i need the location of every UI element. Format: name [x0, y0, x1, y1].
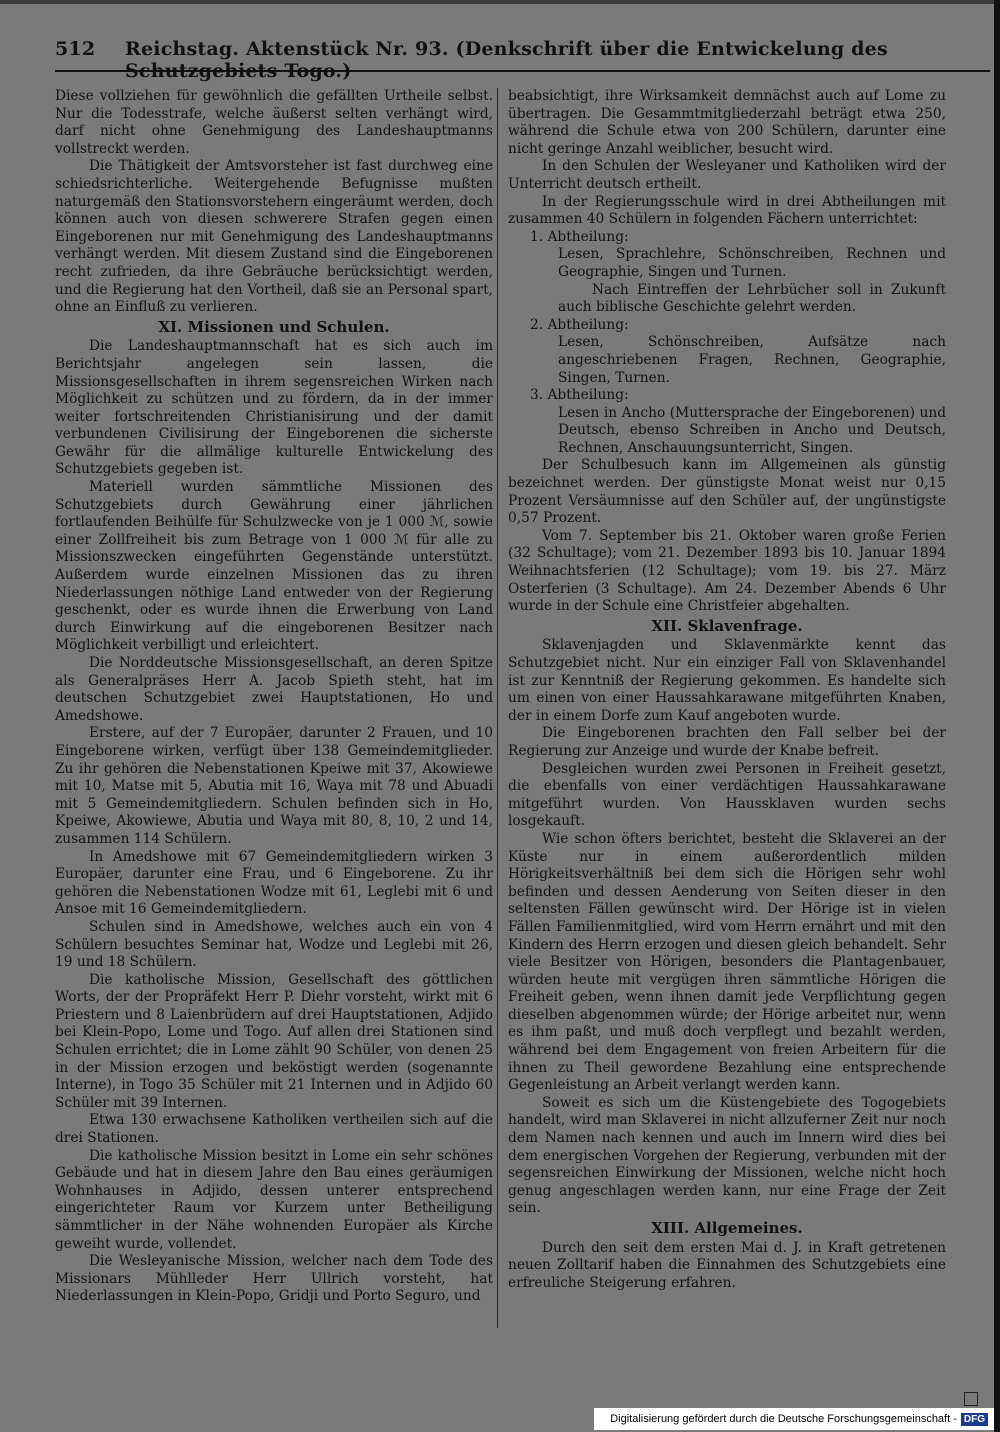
paragraph: Die katholische Mission besitzt in Lome ein sehr schönes Gebäude und hat in diesem Jahre den Bau eines geräumigen Wohnhauses in Adjido, dessen unterer entsprechend eingerichteter Raum vor Kurzem unter Betheiligung sämmtlicher in der Nähe wohnenden Europäer als Kirche geweiht wurde, vollendet. [55, 1147, 493, 1252]
paragraph: Schulen sind in Amedshowe, welches auch ein von 4 Schülern besuchtes Seminar hat, Wodze und Leglebi mit 26, 19 und 18 Schülern. [55, 918, 493, 971]
paragraph: Materiell wurden sämmtliche Missionen des Schutzgebiets durch Gewährung einer jährlichen fortlaufenden Beihülfe für Schulzwecke von je 1 000 ℳ, sowie einer Zollfreiheit bis zum Betrage von 1 000 ℳ für alle zu Missionszwecken eingeführten Gegenstände unterstützt. Außerdem wurde einzelnen Missionen das zu ihren Niederlassungen nöthige Land entweder von der Regierung geschenkt, oder es wurde ihnen die Erwerbung von Land durch Einwirkung auf die eingeborenen Besitzer nach Möglichkeit verbilligt und erleichtert. [55, 479, 493, 654]
page-header [55, 38, 990, 82]
scan-mark-icon [964, 1392, 978, 1406]
paragraph: Die Landeshauptmannschaft hat es sich auch im Berichtsjahr angelegen sein lassen, die Missionsgesellschaften in ihrem segensreichen Wirken nach Möglichkeit zu schützen und zu fördern, da in der immer weiter fortschreitenden Christianisirung und der damit verbundenen Civilisirung der Eingeborenen die sicherste Gewähr für die allmälige kulturelle Entwickelung des Schutzgebiets gegeben ist. [55, 338, 493, 478]
paragraph: Vom 7. September bis 21. Oktober waren große Ferien (32 Schultage); vom 21. Dezember 1893 bis 10. Januar 1894 Weihnachtsferien (12 Schultage); vom 19. bis 27. März Osterferien (3 Schultage). Am 24. Dezember Abends 6 Uhr wurde in der Schule eine Christfeier abgehalten. [508, 527, 946, 615]
list-item-body: Lesen, Sprachlehre, Schönschreiben, Rechnen und Geographie, Singen und Turnen. [558, 246, 946, 280]
list-item-note: Nach Eintreffen der Lehrbücher soll in Zukunft auch biblische Geschichte gelehrt werden. [558, 281, 946, 316]
paragraph: Sklavenjagden und Sklavenmärkte kennt das Schutzgebiet nicht. Nur ein einziger Fall von Sklavenhandel ist zur Kenntniß der Regierung gekommen. Es handelte sich um einen von einer Haussahkarawane mitgeführten Knaben, der in einem Dorfe zum Kauf angeboten wurde. [508, 637, 946, 724]
paragraph: beabsichtigt, ihre Wirksamkeit demnächst auch auf Lome zu übertragen. Die Gesammtmitgliederzahl beträgt etwa 250, während die Schule etwa von 200 Schülern, darunter eine nicht geringe Anzahl weiblicher, besucht wird. [508, 88, 946, 157]
paragraph: Durch den seit dem ersten Mai d. J. in Kraft getretenen neuen Zolltarif haben die Einnahmen des Schutzgebiets eine erfreuliche Steigerung erfahren. [508, 1239, 946, 1291]
list-item-body: Lesen in Ancho (Muttersprache der Eingeborenen) und Deutsch, ebenso Schreiben in Ancho und Deutsch, Rechnen, Anschauungsunterricht, Singen. [558, 404, 946, 456]
paragraph: In Amedshowe mit 67 Gemeindemitgliedern wirken 3 Europäer, darunter eine Frau, und 6 Eingeborene. Zu ihr gehören die Nebenstationen Wodze mit 61, Leglebi mit 6 und Ansoe mit 16 Gemeindemitgliedern. [55, 848, 493, 918]
section-heading: XII. Sklavenfrage. [651, 616, 803, 635]
paragraph: Diese vollziehen für gewöhnlich die gefällten Urtheile selbst. Nur die Todesstrafe, welche äußerst selten verhängt wird, darf nicht ohne Genehmigung des Landeshauptmanns vollstreckt werden. [55, 88, 493, 157]
paragraph: In der Regierungsschule wird in drei Abtheilungen mit zusammen 40 Schülern in folgenden Fächern unterrichtet: [508, 193, 946, 228]
paragraph: Die Thätigkeit der Amtsvorsteher ist fast durchweg eine schiedsrichterliche. Weitergehende Befugnisse mußten naturgemäß den Stationsvorstehern eingeräumt werden, doch können auch von diesen schwerere Strafen gegen einen Eingeborenen nur mit Genehmigung des Landeshauptmanns verhängt werden. Mit diesem Zustand sind die Eingeborenen recht zufrieden, da ihre Gebräuche berücksichtigt werden, und die Regierung hat den Vortheil, daß sie an Personal spart, ohne an Einfluß zu verlieren. [55, 158, 493, 316]
list-item-heading: 2. Abtheilung: [530, 316, 629, 333]
paragraph: Die Wesleyanische Mission, welcher nach dem Tode des Missionars Mühlleder Herr Ullrich vorsteht, hat Niederlassungen in Klein-Popo, Gridji und Porto Seguro, und [55, 1253, 493, 1305]
dfg-logo: DFG [961, 1413, 988, 1426]
list-item-body: Lesen, Schönschreiben, Aufsätze nach angeschriebenen Fragen, Rechnen, Geographie, Singen, Turnen. [558, 334, 946, 386]
paragraph: In den Schulen der Wesleyaner und Katholiken wird der Unterricht deutsch ertheilt. [508, 158, 946, 192]
scan-right-edge [994, 0, 1000, 1432]
paragraph: Die Eingeborenen brachten den Fall selber bei der Regierung zur Anzeige und wurde der Knabe befreit. [508, 725, 946, 759]
section-heading: XI. Missionen und Schulen. [158, 317, 390, 336]
paragraph: Etwa 130 erwachsene Katholiken vertheilen sich auf die drei Stationen. [55, 1112, 493, 1147]
left-column [55, 88, 493, 1306]
paragraph: Wie schon öfters berichtet, besteht die Sklaverei an der Küste nur in einem außerordentlich milden Hörigkeitsverhältniß bei dem sich die Hörigen sehr wohl befinden und dessen Aenderung von Seiten dieser in den seltensten Fällen gewünscht wird. Der Hörige ist in vielen Fällen Familienmitglied, wird vom Herrn ernährt und mit den Kindern des Herrn erzogen und diesen gleich behandelt. Sehr viele Besitzer von Hörigen, besonders die Plantagenbauer, würden heute mit vergügen ihren sämmtliche Hörigen die Freiheit geben, wenn ihnen damit jede Verpflichtung gegen dieselben abgenommen würde; der Hörige arbeitet nur, wenn es ihm paßt, und muß doch verpflegt und bezahlt werden, während bei dem Engagement von freien Arbeitern für die ihnen zu Theil gewordene Bezahlung eine entsprechende Gegenleistung an Arbeit verlangt werden kann. [508, 830, 946, 1094]
paragraph: Desgleichen wurden zwei Personen in Freiheit gesetzt, die ebenfalls von einer verdächtigen Haussahkarawane mitgeführt wurden. Von Haussklaven wurden sechs losgekauft. [508, 760, 946, 830]
column-divider [497, 88, 498, 1328]
paragraph: Die katholische Mission, Gesellschaft des göttlichen Worts, der der Propräfekt Herr P. Diehr vorsteht, wirkt mit 6 Priestern und 8 Laienbrüdern auf drei Hauptstationen, Adjido bei Klein-Popo, Lome und Togo. Auf allen drei Stationen sind Schulen errichtet; die in Lome zählt 90 Schüler, von denen 25 in der Mission erzogen und beköstigt werden (sogenannte Interne), in Togo 35 Schüler mit 21 Internen und in Adjido 60 Schüler mit 39 Internen. [55, 971, 493, 1111]
page-number: 512 [55, 38, 96, 60]
paragraph: Soweit es sich um die Küstengebiete des Togogebiets handelt, wird man Sklaverei in nicht allzuferner Zeit nur noch dem Namen nach kennen und auch im Innern wird dies bei dem energischen Vorgehen der Regierung, verbunden mit der segensreichen Einwirkung der Missionen, welche nicht hoch genug angeschlagen werden kann, nur eine Frage der Zeit sein. [508, 1094, 946, 1217]
paragraph: Der Schulbesuch kann im Allgemeinen als günstig bezeichnet werden. Der günstigste Monat weist nur 0,15 Prozent Versäumnisse auf den Schüler auf, der ungünstigste 0,57 Prozent. [508, 457, 946, 527]
right-column [508, 88, 946, 1292]
list-item-heading: 1. Abtheilung: [530, 228, 629, 245]
running-title: Reichstag. Aktenstück Nr. 93. (Denkschrift über die Entwickelung des Schutzgebiets Togo.) [125, 38, 888, 82]
list-item-heading: 3. Abtheilung: [530, 387, 629, 404]
paragraph: Die Norddeutsche Missionsgesellschaft, an deren Spitze als Generalpräses Herr A. Jacob Spieth steht, hat im deutschen Schutzgebiet zwei Hauptstationen, Ho und Amedshowe. [55, 655, 493, 724]
scan-top-edge [0, 0, 1000, 4]
digitization-footer [594, 1408, 994, 1430]
footer-text: Digitalisierung gefördert durch die Deutsche Forschungsgemeinschaft - [610, 1413, 957, 1425]
section-heading: XIII. Allgemeines. [651, 1219, 803, 1237]
paragraph: Erstere, auf der 7 Europäer, darunter 2 Frauen, und 10 Eingeborene wirken, verfügt über 138 Gemeindemitglieder. Zu ihr gehören die Nebenstationen Kpeiwe mit 37, Akowiewe mit 10, Matse mit 5, Abutia mit 16, Waya mit 78 und Abuadi mit 5 Gemeindemitgliedern. Schulen befinden sich in Ho, Kpeiwe, Akowiewe, Abutia und Waya mit 80, 8, 10, 2 und 14, zusammen 114 Schülern. [55, 725, 493, 847]
